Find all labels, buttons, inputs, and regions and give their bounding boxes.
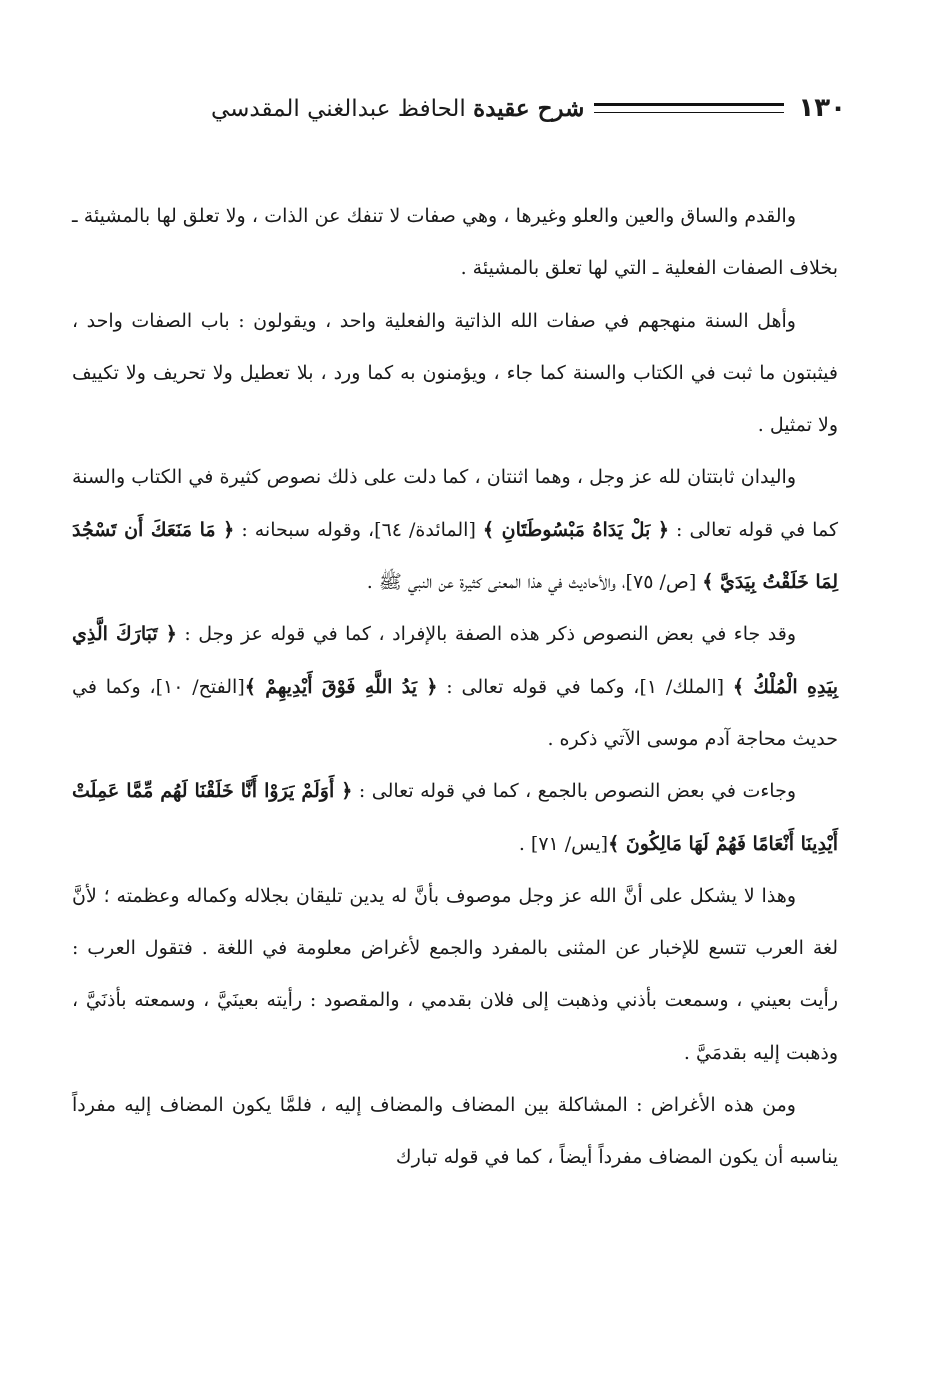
text-segment: [يس/ ٧١] . [518, 832, 609, 855]
paragraph-7 [72, 1079, 838, 1184]
text-segment: وهذا لا يشكل على أنَّ الله عز وجل موصوف بأنَّ له يدين تليقان بجلاله وكماله وعظمته ؛ لأنَّ لغة العرب تتسع للإخبار عن المثنى بالمفرد والجمع لأغراض معلومة في اللغة . فتقول العرب : رأيت بعيني ، وسمعت بأذني وذهبت إلى فلان بقدمي ، والمقصود : رأيته بعينَيَّ ، وسمعته بأذنَيَّ ، وذهبت إليه بقدمَيَّ . [72, 884, 838, 1064]
quran-verse: ﴿ أَوَلَمْ يَرَوْا أَنَّا خَلَقْنَا لَهُم مِّمَّا عَمِلَتْ أَيْدِينَا أَنْعَامًا فَهُمْ لَهَا مَالِكُونَ ﴾ [72, 780, 838, 855]
text-segment: واليدان ثابتتان لله عز وجل ، وهما اثنتان ، كما دلت على ذلك نصوص كثيرة في الكتاب والسنة كما في قوله تعالى : [72, 466, 839, 541]
paragraph-3 [72, 451, 838, 608]
page-header [28, 88, 846, 128]
paragraph-6 [72, 870, 838, 1079]
paragraph-2 [72, 295, 838, 452]
paragraph-4 [72, 608, 838, 765]
book-title-rest: الحافظ عبدالغني المقدسي [210, 95, 466, 122]
book-title-bold: شرح عقيدة [473, 94, 585, 122]
text-segment: [ص/ ٧٥]، والأحاديث في هذا المعنى كثيرة عن النبي ﷺ . [366, 571, 703, 594]
text-segment: والقدم والساق والعين والعلو وغيرها ، وهي صفات لا تنفك عن الذات ، ولا تعلق لها بالمشيئة ـ بخلاف الصفات الفعلية ـ التي لها تعلق بالمشيئة . [72, 205, 838, 280]
text-segment: وقد جاء في بعض النصوص ذكر هذه الصفة بالإفراد ، كما في قوله عز وجل : [176, 623, 796, 646]
quran-verse: ﴿ بَلْ يَدَاهُ مَبْسُوطَتَانِ ﴾ [482, 518, 670, 541]
text-segment: وجاءت في بعض النصوص بالجمع ، كما في قوله تعالى : [352, 780, 796, 803]
quran-verse: ﴿ مَا مَنَعَكَ أَن تَسْجُدَ لِمَا خَلَقْتُ بِيَدَيَّ ﴾ [72, 518, 838, 594]
text-segment: وأهل السنة منهجهم في صفات الله الذاتية والفعلية واحد ، ويقولون : باب الصفات واحد ، فيثبتون ما ثبت في الكتاب والسنة كما جاء ، ويؤمنون به كما ورد ، بلا تعطيل ولا تحريف ولا تكييف ولا تمثيل . [72, 309, 838, 437]
quran-verse: ﴿ تَبَارَكَ الَّذِي بِيَدِهِ الْمُلْكُ ﴾ [72, 623, 838, 698]
book-title [211, 95, 584, 122]
text-segment: [المائدة/ ٦٤]، وقوله سبحانه : [234, 518, 483, 541]
text-segment: [الفتح/ ١٠]، وكما في حديث محاجة آدم موسى الآتي ذكره . [72, 675, 838, 750]
text-segment: ومن هذه الأغراض : المشاكلة بين المضاف والمضاف إليه ، فلمَّا يكون المضاف إليه مفرداً يناسبه أن يكون المضاف مفرداً أيضاً ، كما في قوله تبارك [72, 1094, 838, 1169]
paragraph-5 [72, 765, 838, 870]
text-segment: [الملك/ ١]، وكما في قوله تعالى : [437, 675, 733, 698]
header-rule [594, 103, 784, 113]
body-text [72, 190, 838, 1184]
quran-verse: ﴿ يَدُ اللَّهِ فَوْقَ أَيْدِيهِمْ ﴾ [244, 675, 438, 698]
page-number: ١٣٠ [798, 93, 846, 123]
paragraph-1 [72, 190, 838, 295]
